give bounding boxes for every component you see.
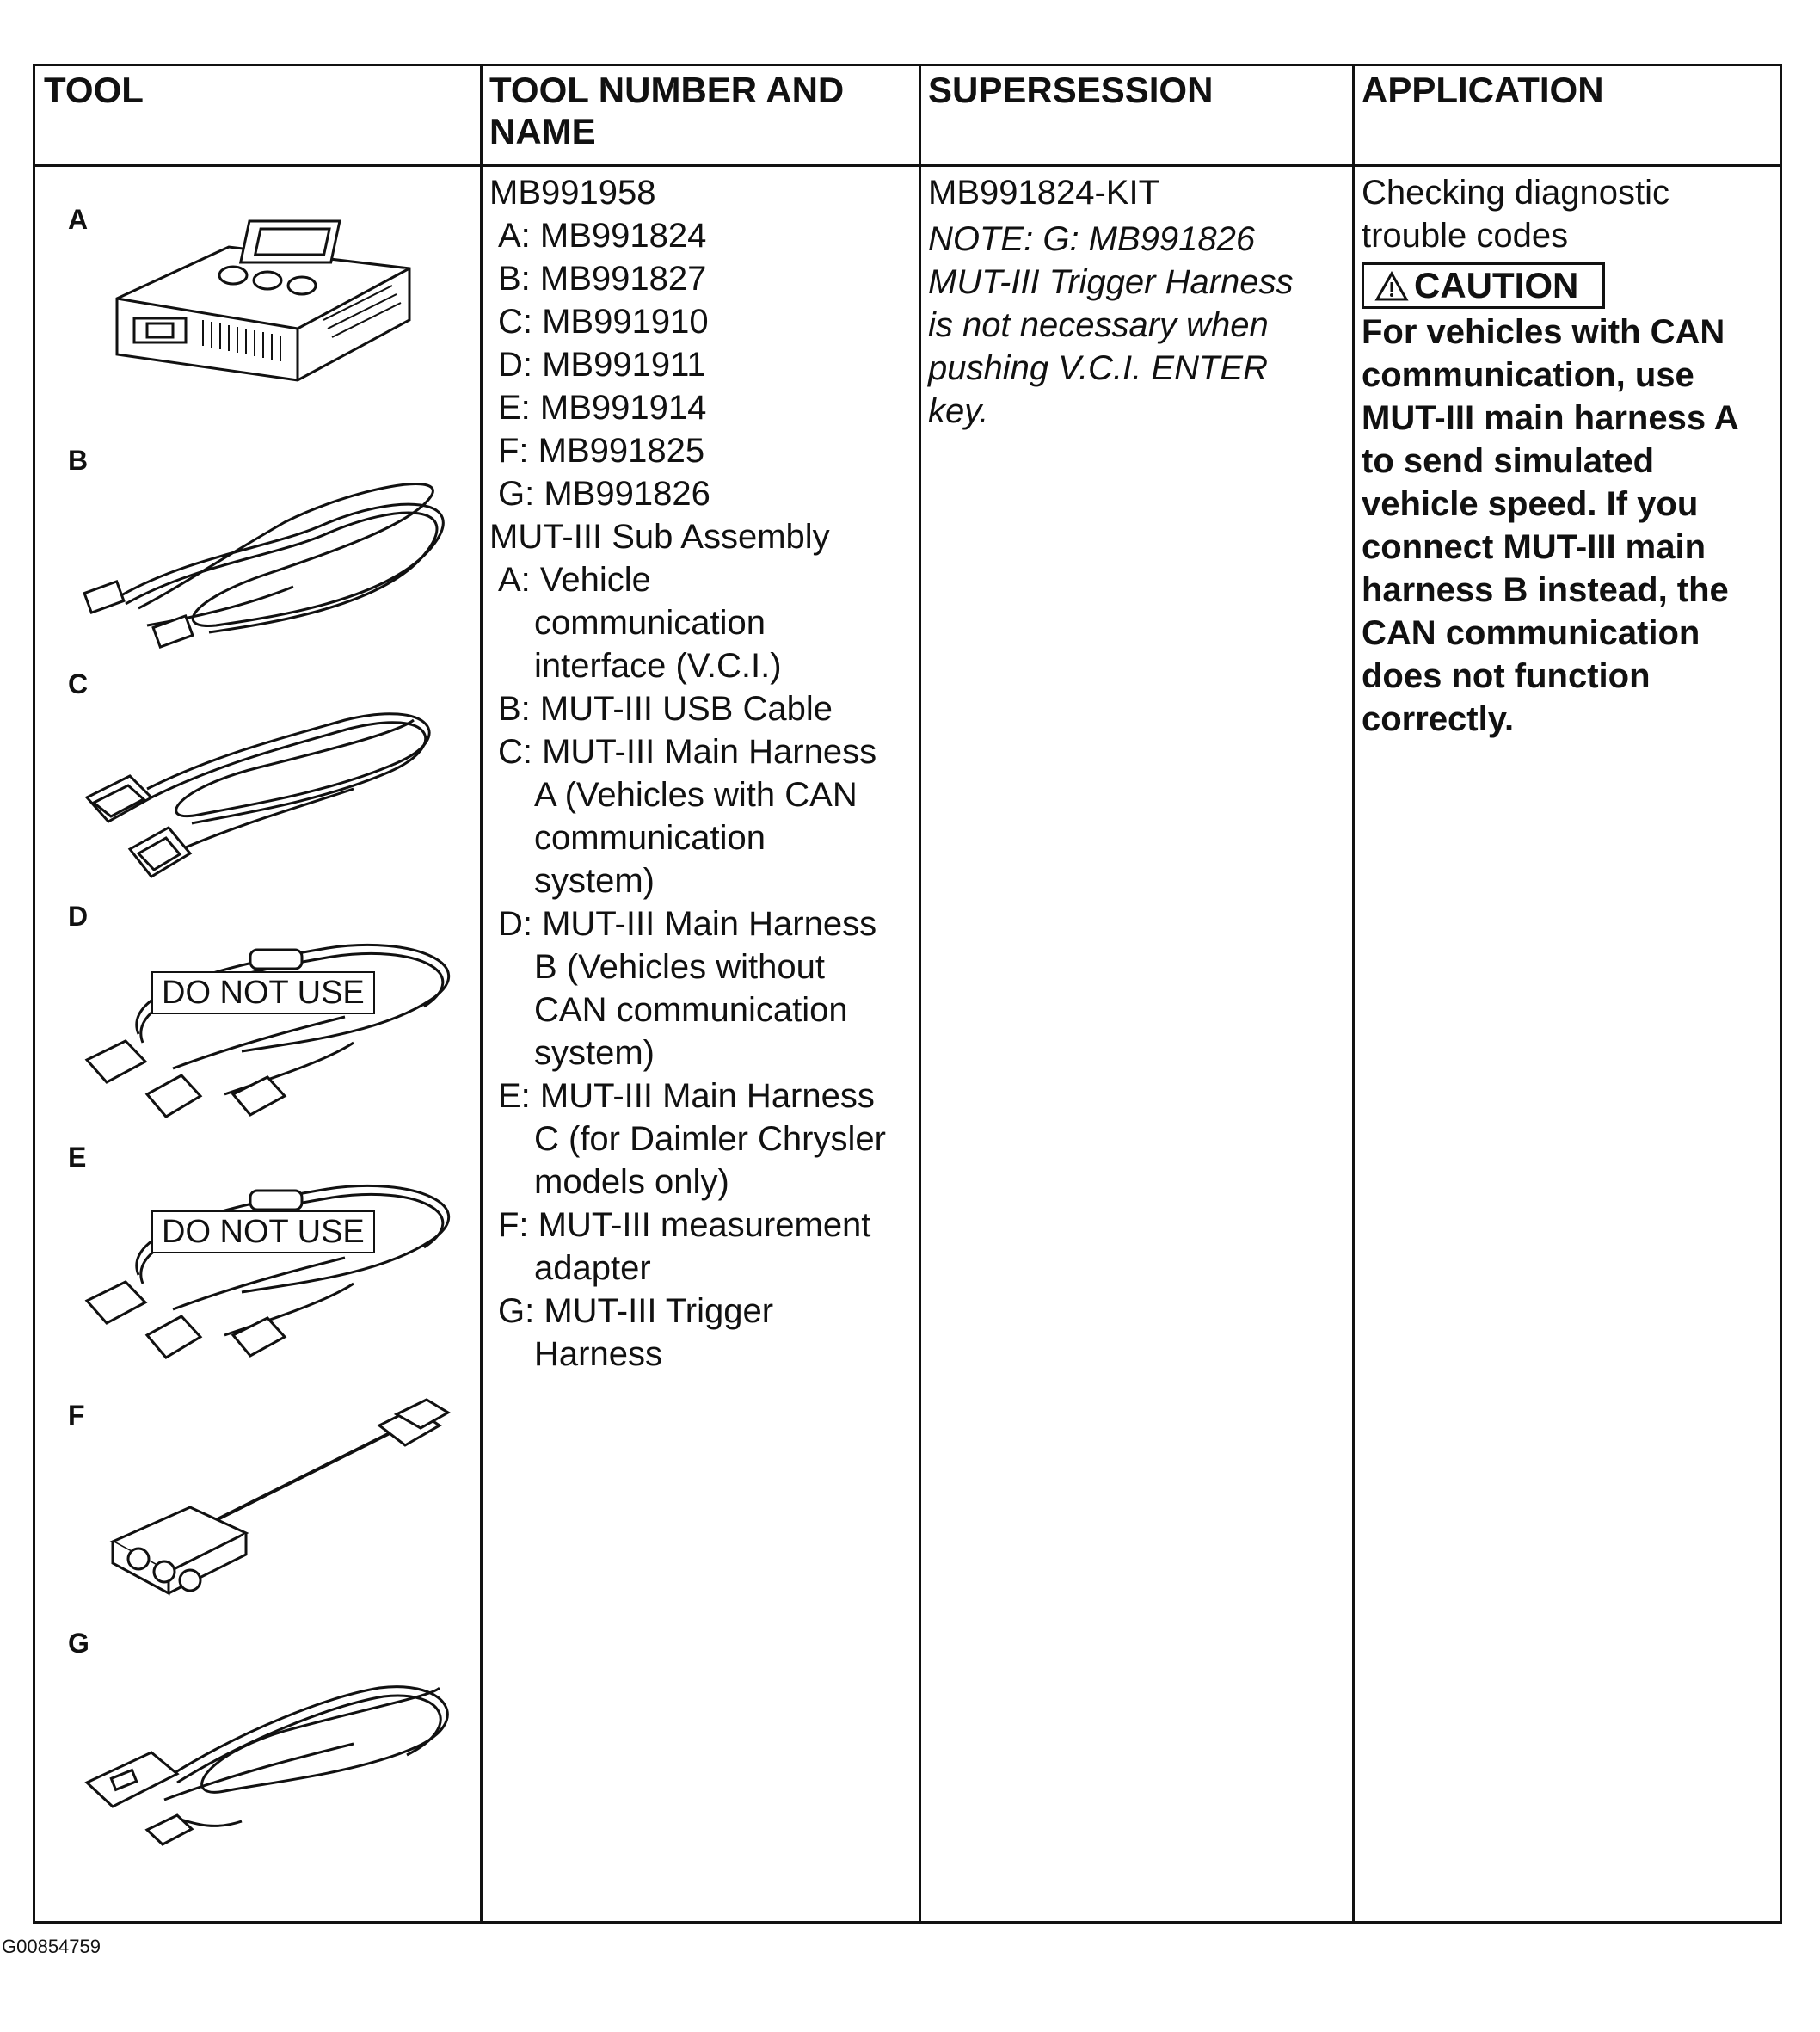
tool-letter-d: D [68, 901, 89, 932]
tool-name: models only) [534, 1163, 729, 1201]
application-cell [1362, 171, 1739, 741]
figure-id: G00854759 [2, 1936, 101, 1957]
header-tool: TOOL [44, 70, 144, 110]
application-text: Checking diagnostic [1362, 174, 1669, 212]
tool-letter-e: E [68, 1142, 87, 1173]
tool-name: interface (V.C.I.) [534, 647, 782, 685]
tool-name: F: MUT-III measurement [498, 1206, 871, 1244]
caution-text: harness B instead, the [1362, 571, 1729, 609]
tool-letter-f: F [68, 1400, 85, 1431]
tool-name: system) [534, 1034, 655, 1072]
tool-name: B: MUT-III USB Cable [498, 690, 833, 728]
caution-text: communication, use [1362, 356, 1694, 394]
tool-part-number: C: MB991910 [498, 303, 709, 341]
caution-text: MUT-III main harness A [1362, 399, 1739, 437]
tool-name: communication [534, 819, 766, 857]
caution-text: to send simulated [1362, 442, 1655, 480]
supersession-note: NOTE: G: MB991826 [928, 220, 1256, 258]
tool-part-number: F: MB991825 [498, 432, 705, 470]
do-not-use-label: DO NOT USE [151, 971, 375, 1014]
supersession-note: is not necessary when [928, 306, 1269, 344]
column-divider [919, 66, 921, 1921]
tool-name: C (for Daimler Chrysler [534, 1120, 886, 1158]
supersession-note: pushing V.C.I. ENTER [928, 349, 1268, 387]
header-supersession: SUPERSESSION [928, 70, 1214, 110]
header-tool-number-and-name: TOOL NUMBER AND NAME [489, 70, 845, 151]
header-divider [35, 164, 1780, 167]
tool-name: A (Vehicles with CAN [534, 776, 858, 814]
caution-text: does not function [1362, 657, 1651, 695]
tool-letter-g: G [68, 1628, 89, 1659]
supersession-note: key. [928, 392, 989, 430]
header-application: APPLICATION [1362, 70, 1604, 110]
tool-name: system) [534, 862, 655, 900]
measurement-adapter-illustration [87, 1395, 465, 1610]
main-harness-c-illustration [70, 1155, 465, 1370]
tool-kit-number: MB991958 [489, 174, 656, 212]
tool-table [33, 64, 1782, 1924]
trigger-harness-illustration [70, 1645, 465, 1869]
warning-triangle-icon [1374, 271, 1409, 302]
tool-name: G: MUT-III Trigger [498, 1292, 774, 1330]
supersession-cell [928, 171, 1294, 433]
supersession-note: MUT-III Trigger Harness [928, 263, 1294, 301]
tool-part-number: D: MB991911 [498, 346, 706, 384]
tool-name: C: MUT-III Main Harness [498, 733, 877, 771]
tool-part-number: G: MB991826 [498, 475, 710, 513]
tool-number-cell [489, 171, 886, 1376]
tool-part-number: E: MB991914 [498, 389, 707, 427]
tool-name: B (Vehicles without [534, 948, 825, 986]
caution-box [1362, 262, 1605, 309]
tool-name: CAN communication [534, 991, 848, 1029]
tool-letter-b: B [68, 445, 89, 476]
main-harness-b-illustration [70, 914, 465, 1129]
sub-assembly-heading: MUT-III Sub Assembly [489, 518, 830, 556]
column-divider [480, 66, 483, 1921]
tool-name: A: Vehicle [498, 561, 651, 599]
supersession-kit-number: MB991824-KIT [928, 174, 1160, 212]
tool-letter-c: C [68, 668, 89, 699]
usb-cable-illustration [70, 445, 457, 660]
tool-name: adapter [534, 1249, 651, 1287]
tool-part-number: B: MB991827 [498, 260, 707, 298]
tool-name: E: MUT-III Main Harness [498, 1077, 875, 1115]
tool-part-number: A: MB991824 [498, 217, 707, 255]
tool-name: Harness [534, 1335, 662, 1373]
caution-text: connect MUT-III main [1362, 528, 1706, 566]
tool-letter-a: A [68, 204, 89, 235]
caution-text: CAN communication [1362, 614, 1700, 652]
caution-text: correctly. [1362, 700, 1515, 738]
caution-text: vehicle speed. If you [1362, 485, 1699, 523]
do-not-use-label: DO NOT USE [151, 1210, 375, 1253]
caution-label: CAUTION [1414, 265, 1579, 305]
vci-unit-illustration [100, 217, 427, 397]
application-text: trouble codes [1362, 217, 1569, 255]
tool-name: D: MUT-III Main Harness [498, 905, 877, 943]
main-harness-a-illustration [70, 686, 457, 901]
tool-name: communication [534, 604, 766, 642]
column-divider [1352, 66, 1355, 1921]
caution-text: For vehicles with CAN [1362, 313, 1725, 351]
